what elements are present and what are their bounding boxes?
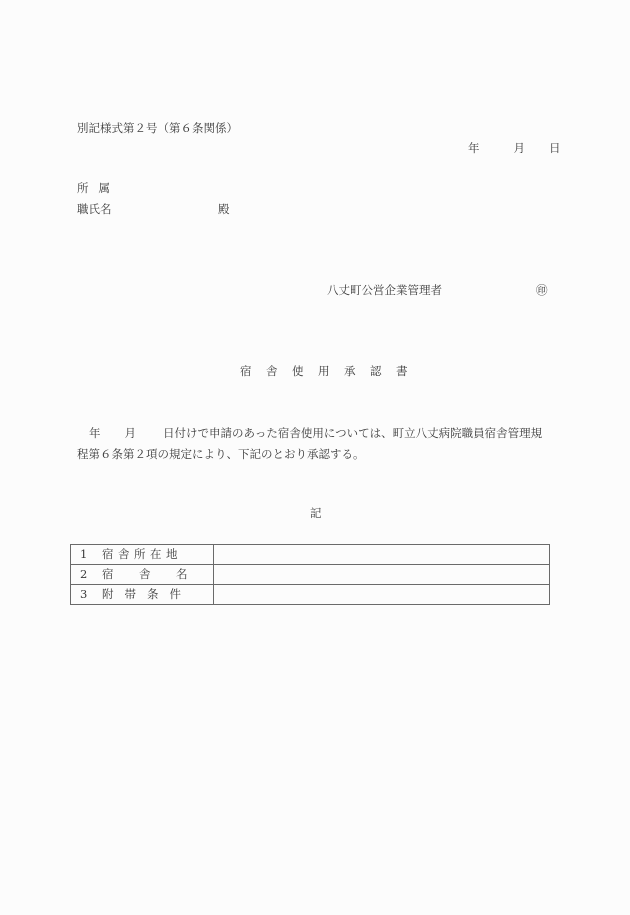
details-table	[70, 544, 550, 605]
row-label-char: 舎	[139, 566, 151, 581]
row-label-char: 名	[176, 566, 188, 581]
date-month: 月	[513, 141, 525, 155]
row-label-cell	[71, 585, 214, 605]
date-year: 年	[468, 141, 480, 155]
date-day: 日	[549, 141, 561, 155]
row-number: 3	[80, 586, 88, 601]
affiliation-label: 所属	[77, 181, 120, 195]
body-text-line-1	[89, 428, 542, 440]
document-title: 宿舎使用承認書	[240, 364, 422, 378]
date-line	[468, 143, 561, 155]
row-label	[102, 566, 188, 581]
row-label-cell	[71, 565, 214, 585]
row-number: 2	[80, 566, 88, 581]
table-row	[71, 585, 550, 605]
row-number: 1	[80, 546, 88, 561]
seal-icon: ㊞	[536, 283, 548, 297]
honorific: 殿	[218, 202, 230, 216]
row-value-cell[interactable]	[214, 545, 550, 565]
row-label-char: 宿	[102, 566, 114, 581]
body-text-line-2: 程第６条第２項の規定により、下記のとおり承認する。	[77, 447, 365, 461]
body-month: 月	[124, 426, 136, 440]
body-line1-text: 日付けで申請のあった宿舎使用については、町立八丈病院職員宿舎管理規	[163, 426, 543, 440]
body-year: 年	[89, 426, 101, 440]
ki-heading: 記	[310, 506, 322, 520]
row-value-cell[interactable]	[214, 565, 550, 585]
row-label-cell	[71, 545, 214, 565]
name-label: 職氏名	[77, 202, 112, 216]
issuer-name: 八丈町公営企業管理者	[327, 283, 442, 297]
table-row	[71, 565, 550, 585]
row-label: 附帯条件	[102, 586, 192, 601]
table-row	[71, 545, 550, 565]
row-value-cell[interactable]	[214, 585, 550, 605]
row-label: 宿舎所在地	[102, 546, 182, 561]
form-number: 別記様式第２号（第６条関係）	[77, 121, 238, 135]
